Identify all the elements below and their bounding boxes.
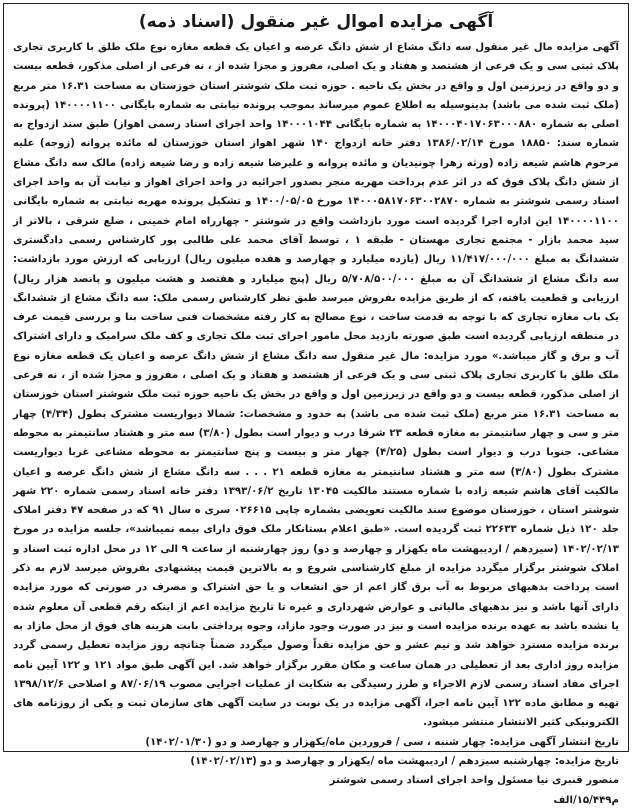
notice-title: آگهی مزایده اموال غیر منقول (اسناد ذمه)	[138, 12, 494, 32]
signature: منصور قنبری نیا مسئول واحد اجرای اسناد رسمی شوشتر	[329, 775, 619, 787]
notice-body-block	[13, 38, 619, 810]
publish-date: تاریخ انتشار آگهی مزایده: چهار شنبه ، سی / فروردین ماه/یکهزار و چهارصد و دو (۱۴۰۲/۰۱/۳۰)	[145, 736, 619, 748]
reference-number: م۱۵/۴۴۹/الف	[553, 794, 619, 806]
notice-frame	[3, 3, 629, 806]
auction-date: تاریخ مزایده: چهارشنبه سیزدهم / اردیبهشت ماه /یکهزار و چهارصد و دو (۱۴۰۲/۰۲/۱۳)	[190, 755, 619, 767]
notice-body: آگهی مزایده مال غیر منقول سه دانگ مشاع از شش دانگ عرصه و اعیان یک قطعه مغازه نوع ملک طلق با کاربری تجاری پلاک ثبتی سی و یک فرعی از هشتصد و هفتاد و یک اصلی، مفروز و مجزا شده از ، نه فرعی از اصلی مذکور، قطعه بیست و دو واقع در زیرزمین اول و واقع در بخش یک ناحیه . حوزه ثبت ملک شوشتر استان خوزستان به مساحت ۱۶.۳۱ متر مربع (ملک ثبت شده می باشد) بدینوسیله به اطلاع عموم میرساند بموجب پرونده نیابتی به شماره بایگانی ۱۴۰۰۰۰۱۱۰۰ (پرونده اصلی به شماره ۱۴۰۰۰۴۰۱۷۰۶۳۰۰۰۸۸۰ به شماره بایگانی ۱۴۰۰۰۱۰۴۴ واحد اجرای اسناد رسمی اهواز) طبق سند ازدواج به شماره سند: ۱۸۸۵۰ مورخ ۱۳۸۶/۰۲/۱۴ دفتر خانه ازدواج ۱۴۰ شهر اهواز استان خوزستان له مائده پروانه (زوجه) علیه مرحوم هاشم شیعه زاده (ورثه زهرا چونیدیان و مائده پروانه و علیرضا شیعه زاده و رضا شیعه زاده) مالک سه دانگ مشاع از شش دانگ پلاک فوق که در اثر عدم پرداخت مهریه منجر بصدور اجرائیه در واحد اجرای اهواز و نیابت آن به واحد اجرای اسناد رسمی شوشتر به شماره ۱۴۰۰۰۵۸۱۷۰۶۳۰۰۲۸۷۰ مورخ ۱۴۰۰/۰۵/۰۵ و تشکیل پرونده مهریه نیابتی به شماره بایگانی ۱۴۰۰۰۰۱۱۰۰ این اداره اجرا گردیده است مورد بازداشت واقع در شوشتر - چهارراه امام خمینی ، ضلع شرقی ، بالاتر از سید محمد بازار - مجتمع تجاری مهستان - طبقه ۱ ، توسط آقای محمد علی طالبی پور کارشناس رسمی دادگستری ششدانگ به مبلغ ۱۱/۴۱۷/۰۰۰/۰۰۰ ریال (یازده میلیارد و چهارصد و هفده میلیون ریال) ارزیابی که ارزش مورد بازداشت: سه دانگ مشاع از ششدانگ آن به مبلغ ۵/۷۰۸/۵۰۰/۰۰۰ ریال (پنج میلیارد و هفتصد و هشت میلیون و پانصد هزار ریال) ارزیابی و قطعیت یافته، که از طریق مزایده بفروش میرسد طبق نظر کارشناس رسمی ملک: سه دانگ مشاع از ششدانگ یک باب مغازه تجاری که با توجه به قدمت ساخت ، نوع مصالح به کار رفته مشخصات فنی ساخت بنا و بررسی قیمت عرف در منطقه ارزیابی گردیده است طبق صورته بازدید محل مامور اجرای ثبت ملک تجاری و کف ملک سرامیک و دارای اشتراک آب و برق و گاز میباشد.» مورد مزایده: مال غیر منقول سه دانگ مشاع از شش دانگ عرصه و اعیان یک قطعه مغازه نوع ملک طلق با کاربری تجاری پلاک ثبتی سی و یک فرعی از هشتصد و هفتاد و یک اصلی ، مفروز و مجزا شده از ، نه فرعی از اصلی مذکور، قطعه بیست و دو واقع در زیرزمین اول و واقع در بخش یک ناحیه حوزه ثبت ملک شوشتر استان خوزستان به مساحت ۱۶.۳۱ متر مربع (ملک ثبت شده می باشد) به حدود و مشخصات: شمالا دیواریست مشترک بطول (۴/۳۴) چهار متر و سی و چهار سانتیمتر به مغازه قطعه ۲۳ شرقا درب و دیوار است بطول (۳/۸۰) سه متر و هشتاد سانتیمتر به محوطه مشاعی. جنوبا درب و دیوار است بطول (۴/۲۵) چهار متر و بیست و پنج سانتیمتر به محوطه مشاعی غربا دیواریست مشترک بطول (۳/۸۰) سه متر و هشتاد سانتیمتر به مغازه قطعه ۲۱ . . . سه دانگ مشاع از شش دانگ عرصه و اعیان مالکیت آقای هاشم شیعه زاده با شماره مستند مالکیت ۱۳۰۴۵ تاریخ ۱۳۹۳/۰۶/۲ دفتر خانه اسناد رسمی شماره ۲۲۰ شهر شوشتر استان ، خوزستان موضوع سند مالکیت تعویضی بشماره چاپی ۰۲۶۶۱۵ سری ه سال ۹۱ که در صفحه ۴۷ دفتر املاک جلد ۱۲۰ ذیل شماره ۲۲۶۳۳ ثبت گردیده است. «طبق اعلام بستانکار ملک فوق دارای بیمه نمیباشد»، جلسه مزایده در مورخ ۱۴۰۲/۰۲/۱۳ (سیزدهم / اردیبهشت ماه یکهزار و چهارصد و دو) روز چهارشنبه از ساعت ۹ الی ۱۲ در محل اداره ثبت اسناد و املاک شوشتر برگزار میگردد مزایده از مبلغ کارشناسی شروع و به بالاترین قیمت پیشنهادی بفروش میرسد لازم به ذکر است پرداخت بدهیهای مربوط به آب برق گاز اعم از حق انشعاب و یا حق اشتراک و مصرف در صورتی که مورد مزایده دارای آنها باشد و نیز بدهیهای مالیاتی و عوارض شهرداری و غیره تا تاریخ مزایده اعم از اینکه رقم قطعی آن معلوم شده یا نشده باشد به عهده برنده مزایده است و نیز در صورت وجود مازاد، وجوه پرداختی بابت هزینه های فوق از محل مازاد به برنده مزایده مسترد خواهد شد و نیم عشر و حق مزایده نقداً وصول میگردد ضمناً چنانچه روز مزایده تعطیل رسمی گردد مزایده روز اداری بعد از تعطیلی در همان ساعت و مکان مقرر برگزار خواهد شد. این آگهی طبق مواد ۱۲۱ و ۱۲۲ آیین نامه اجرای مفاد اسناد رسمی لازم الاجراء و طرز رسیدگی به شکایت از عملیات اجرایی مصوب ۸۷/۰۶/۱۹ و اصلاحی ۱۳۹۸/۱۲/۶ تهیه و مطابق ماده ۱۲۲ آیین نامه اجرا، آگهی مزایده در یک نوبت در سایت آگهی های سازمان ثبت و یکی از روزنامه های الکترونیکی کثیر الانتشار منتشر میشود.	[13, 42, 620, 729]
